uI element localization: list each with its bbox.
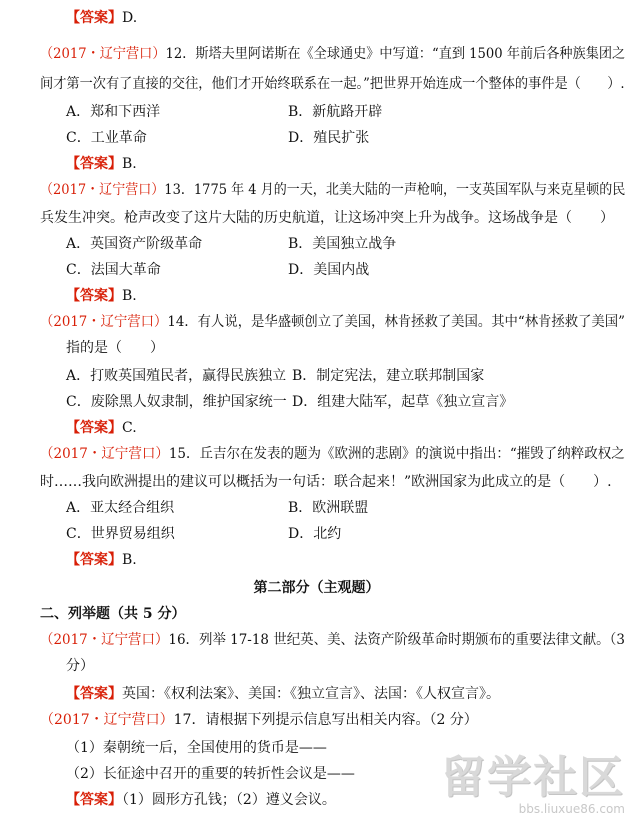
answer-label: 【答案】 <box>66 420 122 436</box>
question-16-line2: 分） <box>66 658 94 674</box>
question-12-text1: 12．斯塔夫里阿诺斯在《全球通史》中写道：“直到 1500 年前后各种族集团之 <box>165 46 626 62</box>
part-2-title: 第二部分（主观题） <box>253 580 380 596</box>
question-12-option-c: C．工业革命 <box>66 130 147 146</box>
answer-label: 【答案】 <box>66 686 122 702</box>
answer-16-text: 英国：《权利法案》、美国：《独立宣言》、法国：《人权宣言》。 <box>122 686 500 702</box>
question-15-option-d: D．北约 <box>288 526 342 542</box>
answer-11 <box>66 8 137 28</box>
answer-11-text: D. <box>122 10 138 26</box>
question-14-option-c: C．废除黑人奴隶制，维护国家统一 <box>66 394 287 410</box>
question-14-option-b: B．制定宪法，建立联邦制国家 <box>292 368 485 384</box>
answer-label: 【答案】 <box>66 552 122 568</box>
question-12-line1 <box>40 44 625 64</box>
watermark-url: bbs.liuxue86.com <box>518 802 625 816</box>
question-12-option-d: D．殖民扩张 <box>288 130 370 146</box>
question-15-line1 <box>40 444 625 464</box>
question-14-option-a: A．打败英国殖民者，赢得民族独立 <box>66 368 287 384</box>
answer-16 <box>66 684 500 704</box>
question-13-line2: 兵发生冲突。枪声改变了这片大陆的历史航道，让这场冲突上升为战争。这场战争是（ ） <box>40 210 614 226</box>
question-12-option-b: B．新航路开辟 <box>288 104 383 120</box>
question-15-text1: 15．丘吉尔在发表的题为《欧洲的悲剧》的演说中指出：“摧毁了纳粹政权之 <box>168 446 625 462</box>
question-15-option-c: C．世界贸易组织 <box>66 526 175 542</box>
answer-label: 【答案】 <box>66 10 122 26</box>
question-14-option-d: D．组建大陆军，起草《独立宣言》 <box>292 394 514 410</box>
question-15-line2: 时……我向欧洲提出的建议可以概括为一句话：联合起来！”欧洲国家为此成立的是（ ）. <box>40 474 612 490</box>
question-13-option-d: D．美国内战 <box>288 262 370 278</box>
answer-label: 【答案】 <box>66 792 122 808</box>
answer-15 <box>66 550 137 570</box>
answer-14-text: C. <box>122 420 137 436</box>
answer-15-text: B. <box>122 552 137 568</box>
question-17-sub2: （2）长征途中召开的重要的转折性会议是—— <box>66 766 355 782</box>
question-17-sub1: （1）秦朝统一后，全国使用的货币是—— <box>66 740 327 756</box>
question-17-text1: 17．请根据下列提示信息写出相关内容。（2 分） <box>173 712 478 728</box>
question-12-line2: 间才第一次有了直接的交往，他们才开始终联系在一起。”把世界开始连成一个整体的事件是（ ）. <box>40 76 625 92</box>
question-16-line1 <box>40 630 625 650</box>
question-13-option-b: B．美国独立战争 <box>288 236 397 252</box>
question-source: （2017・辽宁营口） <box>40 446 169 462</box>
answer-17-text: （1）圆形方孔钱；（2）遵义会议。 <box>122 792 336 808</box>
question-13-text1: 13．1775 年 4 月的一天，北美大陆的一声枪响，一支英国军队与来克星顿的民 <box>164 182 626 198</box>
answer-12 <box>66 154 137 174</box>
answer-12-text: B. <box>122 156 137 172</box>
question-source: （2017・辽宁营口） <box>40 46 166 62</box>
site-watermark <box>441 754 625 816</box>
question-source: （2017・辽宁营口） <box>40 632 169 648</box>
answer-label: 【答案】 <box>66 156 122 172</box>
question-13-option-c: C．法国大革命 <box>66 262 161 278</box>
question-16-text1: 16．列举 17-18 世纪英、美、法资产阶级革命时期颁布的重要法律文献。（3 <box>168 632 625 648</box>
question-12-option-a: A．郑和下西洋 <box>66 104 161 120</box>
answer-13 <box>66 286 137 306</box>
answer-17 <box>66 790 336 810</box>
question-source: （2017・辽宁营口） <box>40 314 168 330</box>
answer-13-text: B. <box>122 288 137 304</box>
question-14-line2: 指的是（ ） <box>66 340 164 356</box>
question-14-line1 <box>40 312 625 332</box>
answer-14 <box>66 418 137 438</box>
question-13-option-a: A．英国资产阶级革命 <box>66 236 203 252</box>
watermark-logo-text: 留学社区 <box>441 752 625 803</box>
question-14-text1: 14．有人说，是华盛顿创立了美国，林肯拯救了美国。其中“林肯拯救了美国” <box>167 314 625 330</box>
question-15-option-b: B．欧洲联盟 <box>288 500 369 516</box>
question-source: （2017・辽宁营口） <box>40 182 165 198</box>
question-15-option-a: A．亚太经合组织 <box>66 500 175 516</box>
question-17-line1 <box>40 710 478 730</box>
question-source: （2017・辽宁营口） <box>40 712 174 728</box>
answer-label: 【答案】 <box>66 288 122 304</box>
question-13-line1 <box>40 180 625 200</box>
section-2-title: 二、列举题（共 5 分） <box>40 606 186 622</box>
